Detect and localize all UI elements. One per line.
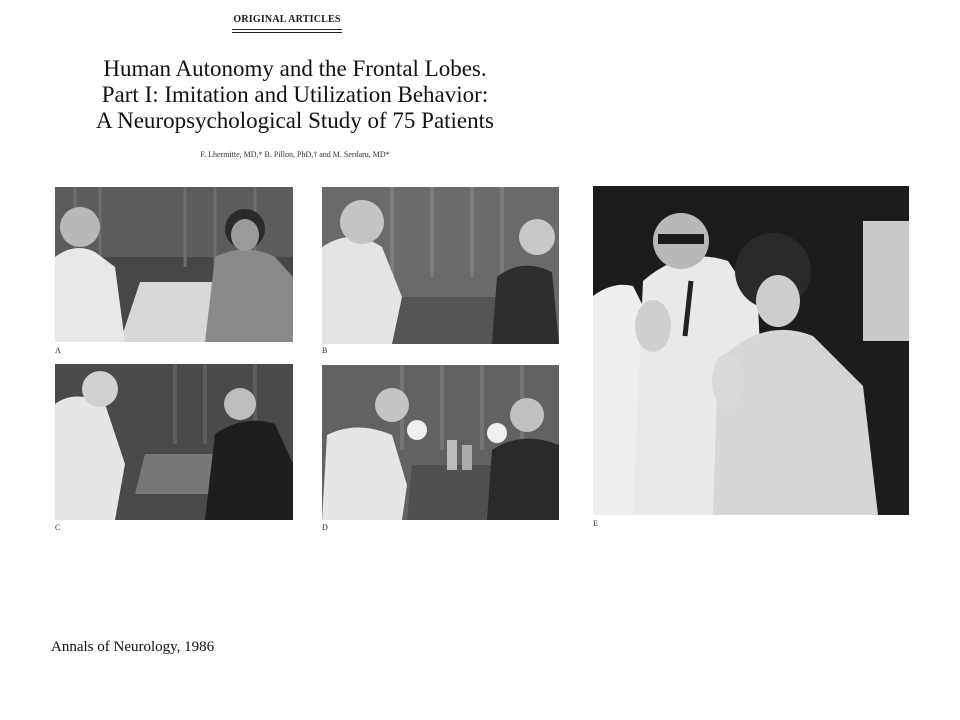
panel-label-e: E <box>593 519 598 528</box>
section-heading: ORIGINAL ARTICLES <box>233 14 341 25</box>
citation: Annals of Neurology, 1986 <box>51 639 215 655</box>
section-rule-bottom <box>232 32 342 33</box>
author-list: F. Lhermitte, MD,* B. Pillon, PhD,† and M. Serdaru, MD* <box>200 150 390 159</box>
section-rule-top <box>232 29 342 30</box>
photo-panel-c <box>55 364 293 520</box>
photo-panel-e <box>593 186 909 515</box>
panel-label-b: B <box>322 346 328 355</box>
panel-label-a: A <box>55 346 61 355</box>
title-line-1: Human Autonomy and the Frontal Lobes. <box>103 56 487 81</box>
article-title <box>40 56 550 134</box>
photo-panel-d <box>322 365 559 520</box>
title-line-2: Part I: Imitation and Utilization Behavior: <box>101 82 489 107</box>
title-line-3: A Neuropsychological Study of 75 Patients <box>96 108 494 133</box>
photo-panel-b <box>322 187 559 344</box>
photo-panel-a <box>55 187 293 342</box>
panel-label-c: C <box>55 523 61 532</box>
panel-label-d: D <box>322 523 328 532</box>
